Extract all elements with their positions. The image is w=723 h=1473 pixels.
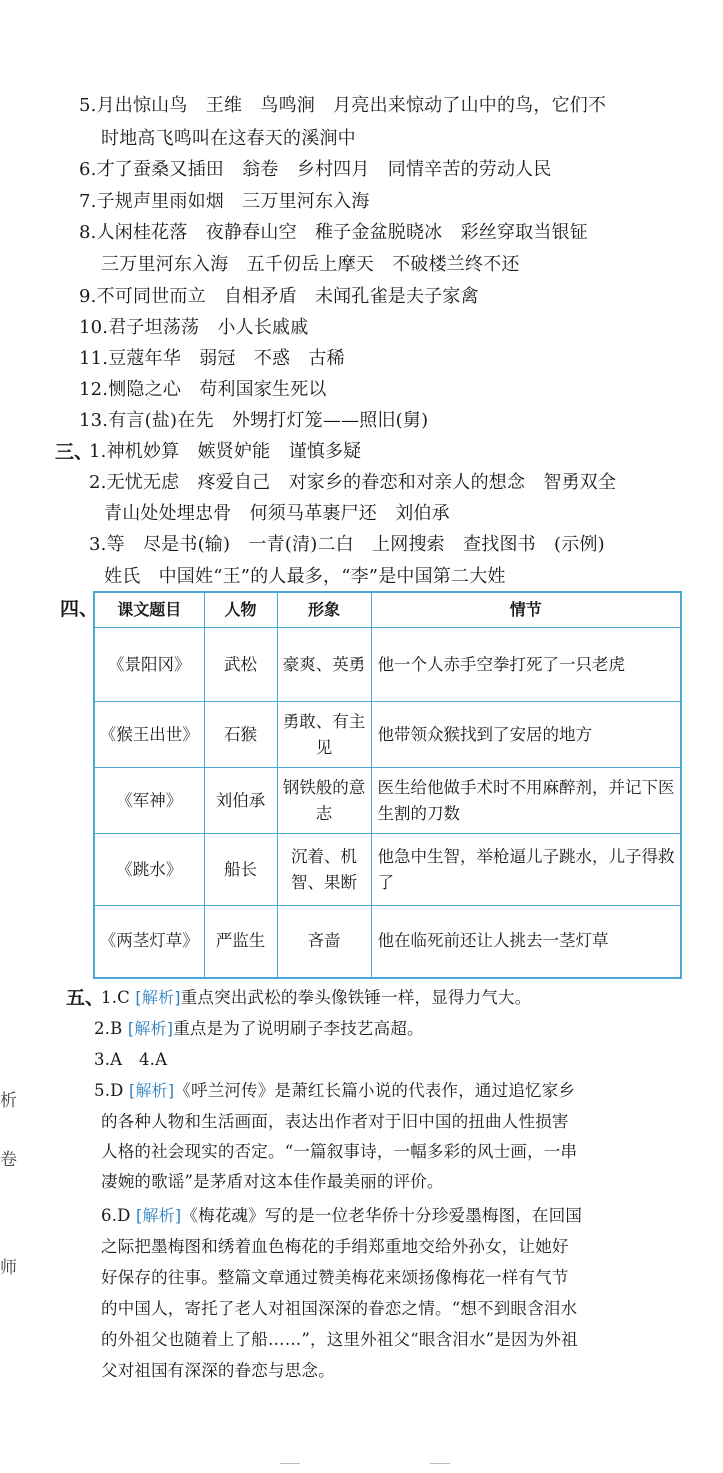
answer-line-3-3b: 姓氏 中国姓“王”的人最多，“李”是中国第二大姓 xyxy=(104,566,506,587)
cell-image: 豪爽、英勇 xyxy=(277,628,371,702)
answer-line-3-3a: 3.等 尽是书(输) 一青(清)二白 上网搜索 查找图书 (示例) xyxy=(89,534,605,555)
cell-title: 《跳水》 xyxy=(94,834,204,906)
answer-5-6c: 好保存的往事。整篇文章通过赞美梅花来颂扬像梅花一样有气节 xyxy=(101,1268,569,1287)
answer-line-12: 12.恻隐之心 苟利国家生死以 xyxy=(79,379,327,400)
cell-image: 吝啬 xyxy=(277,906,371,978)
header-image: 形象 xyxy=(277,592,371,628)
answer-line-3-1: 1.神机妙算 嫉贤妒能 谨慎多疑 xyxy=(89,441,362,462)
header-title: 课文题目 xyxy=(94,592,204,628)
header-plot: 情节 xyxy=(371,592,681,628)
question-number: 5.D xyxy=(94,1081,124,1100)
table-row xyxy=(94,702,681,768)
answer-line-7: 7.子规声里雨如烟 三万里河东入海 xyxy=(79,191,370,212)
section-3-marker: 三、 xyxy=(55,441,94,463)
answer-5-6f: 父对祖国有深深的眷恋与思念。 xyxy=(101,1361,335,1380)
analysis-text: 重点突出武松的拳头像铁锤一样，显得力气大。 xyxy=(180,988,532,1007)
answer-line-3-2b: 青山处处埋忠骨 何须马革裹尸还 刘伯承 xyxy=(104,503,450,524)
analysis-text: 重点是为了说明刷子李技艺高超。 xyxy=(173,1019,424,1038)
question-number: 1.C xyxy=(101,988,130,1007)
answer-line-10: 10.君子坦荡荡 小人长戚戚 xyxy=(79,317,309,338)
answer-5-6e: 的外祖父也随着上了船……”，这里外祖父“眼含泪水”是因为外祖 xyxy=(101,1330,578,1349)
answer-line-11: 11.豆蔻年华 弱冠 不惑 古稀 xyxy=(79,348,345,369)
analysis-text: 《呼兰河传》是萧红长篇小说的代表作，通过追忆家乡 xyxy=(174,1081,576,1100)
section-4-marker: 四、 xyxy=(60,598,99,620)
bottom-mark xyxy=(280,1463,300,1464)
answer-line-3-2a: 2.无忧无虑 疼爱自己 对家乡的眷恋和对亲人的想念 智勇双全 xyxy=(89,472,617,493)
cell-image: 勇敢、有主见 xyxy=(277,702,371,768)
answer-5-6d: 的中国人，寄托了老人对祖国深深的眷恋之情。“想不到眼含泪水 xyxy=(101,1299,578,1318)
margin-char: 卷 xyxy=(0,1150,17,1170)
answer-5-6a xyxy=(101,1204,582,1228)
table-row xyxy=(94,628,681,702)
margin-char: 析 xyxy=(0,1091,17,1111)
cell-image: 钢铁般的意志 xyxy=(277,768,371,834)
cell-plot: 他在临死前还让人挑去一茎灯草 xyxy=(371,906,681,978)
analysis-text: 《梅花魂》写的是一位老华侨十分珍爱墨梅图，在回国 xyxy=(181,1206,583,1225)
analysis-tag: [解析] xyxy=(129,1081,175,1100)
answer-line-5a: 5.月出惊山鸟 王维 鸟鸣涧 月亮出来惊动了山中的鸟，它们不 xyxy=(79,95,607,116)
table-header-row xyxy=(94,592,681,628)
cell-person: 石猴 xyxy=(204,702,277,768)
answer-5-5c: 人格的社会现实的否定。“一篇叙事诗，一幅多彩的风士画，一串 xyxy=(101,1142,578,1161)
cell-title: 《军神》 xyxy=(94,768,204,834)
table-row xyxy=(94,768,681,834)
answer-5-2 xyxy=(94,1017,424,1041)
section-5-marker: 五、 xyxy=(66,987,105,1009)
cell-title: 《猴王出世》 xyxy=(94,702,204,768)
character-table xyxy=(93,591,682,979)
answer-line-13: 13.有言(盐)在先 外甥打灯笼——照旧(舅) xyxy=(79,410,429,431)
analysis-tag: [解析] xyxy=(135,988,181,1007)
answer-5-1 xyxy=(101,986,531,1010)
table-row xyxy=(94,834,681,906)
analysis-tag: [解析] xyxy=(136,1206,182,1225)
cell-plot: 他急中生智，举枪逼儿子跳水，儿子得救了 xyxy=(371,834,681,906)
cell-person: 刘伯承 xyxy=(204,768,277,834)
cell-person: 武松 xyxy=(204,628,277,702)
cell-title: 《景阳冈》 xyxy=(94,628,204,702)
table-row xyxy=(94,906,681,978)
question-number: 6.D xyxy=(101,1206,131,1225)
answer-5-5b: 的各种人物和生活画面，表达出作者对于旧中国的扭曲人性损害 xyxy=(101,1112,569,1131)
answer-5-6b: 之际把墨梅图和绣着血色梅花的手绢郑重地交给外孙女，让她好 xyxy=(101,1237,569,1256)
cell-plot: 他带领众猴找到了安居的地方 xyxy=(371,702,681,768)
cell-plot: 医生给他做手术时不用麻醉剂，并记下医生割的刀数 xyxy=(371,768,681,834)
answer-line-5b: 时地高飞鸣叫在这春天的溪涧中 xyxy=(101,128,356,149)
answer-line-9: 9.不可同世而立 自相矛盾 未闻孔雀是夫子家禽 xyxy=(79,286,479,307)
cell-person: 严监生 xyxy=(204,906,277,978)
margin-char: 师 xyxy=(0,1258,17,1278)
cell-plot: 他一个人赤手空拳打死了一只老虎 xyxy=(371,628,681,702)
answer-line-8b: 三万里河东入海 五千仞岳上摩天 不破楼兰终不还 xyxy=(101,254,520,275)
question-number: 2.B xyxy=(94,1019,123,1038)
analysis-tag: [解析] xyxy=(127,1019,174,1038)
answer-line-6: 6.才了蚕桑又插田 翁卷 乡村四月 同情辛苦的劳动人民 xyxy=(79,159,552,180)
answer-5-3-4: 3.A 4.A xyxy=(94,1050,168,1069)
bottom-mark xyxy=(430,1463,450,1464)
answer-5-5d: 凄婉的歌谣”是茅盾对这本佳作最美丽的评价。 xyxy=(101,1172,444,1191)
cell-person: 船长 xyxy=(204,834,277,906)
cell-image: 沉着、机智、果断 xyxy=(277,834,371,906)
cell-title: 《两茎灯草》 xyxy=(94,906,204,978)
header-person: 人物 xyxy=(204,592,277,628)
answer-line-8a: 8.人闲桂花落 夜静春山空 稚子金盆脱晓冰 彩丝穿取当银钲 xyxy=(79,222,588,243)
answer-5-5a xyxy=(94,1079,575,1103)
